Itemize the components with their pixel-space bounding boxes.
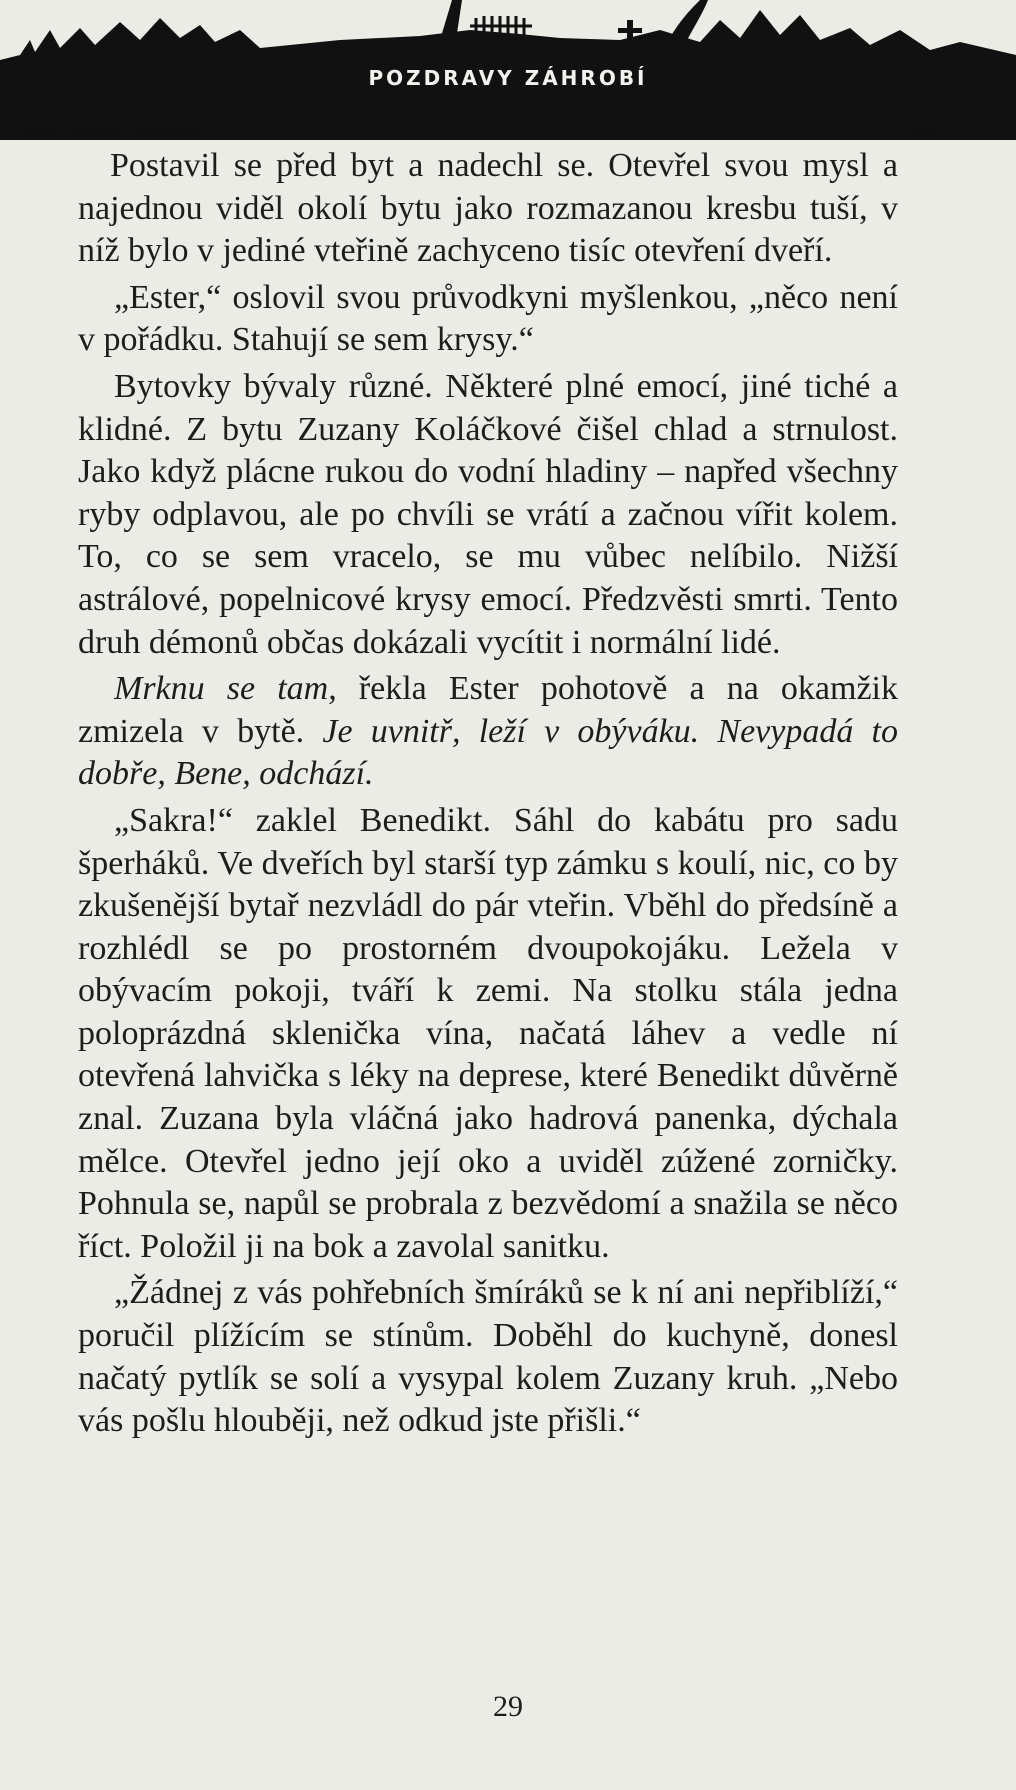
body-text [78, 145, 898, 1447]
paragraph-4 [78, 668, 898, 796]
running-head-title: POZDRAVY ZÁHROBÍ [368, 66, 648, 90]
telepathic-speech-2: Je uvnitř, leží v obýváku. Nevypadá to dobře, Bene, odchází. [78, 712, 898, 793]
chapter-header [0, 0, 1016, 140]
paragraph-1: Postavil se před byt a nadechl se. Otevřel svou mysl a najednou viděl okolí bytu jako rozmazanou kresbu tuší, v níž bylo v jediné vteřině zachyceno tisíc otevření dveří. [78, 147, 898, 270]
paragraph-6: „Žádnej z vás pohřebních šmíráků se k ní ani nepřiblíží,“ poručil plížícím se stínům. Doběhl do kuchyně, donesl načatý pytlík se solí a vysypal kolem Zuzany kruh. „Nebo vás pošlu hlouběji, než odkud jste přišli.“ [78, 1274, 898, 1440]
paragraph-5: „Sakra!“ zaklel Benedikt. Sáhl do kabátu pro sadu šperháků. Ve dveřích byl starší typ zámku s koulí, nic, co by zkušenější bytař nezvládl do pár vteřin. Vběhl do předsíně a rozhlédl se po prostorném dvoupokojáku. Ležela v obývacím pokoji, tváří k zemi. Na stolku stála jedna poloprázdná sklenička vína, načatá láhev a vedle ní otevřená lahvička s léky na deprese, které Benedikt důvěrně znal. Zuzana byla vláčná jako hadrová panenka, dýchala mělce. Otevřel jedno její oko a uviděl zúžené zorničky. Pohnula se, napůl se probrala z bezvědomí a snažila se něco říct. Položil ji na bok a zavolal sanitku. [78, 801, 898, 1265]
paragraph-2: „Ester,“ oslovil svou průvodkyni myšlenkou, „něco není v pořádku. Stahují se sem krysy.“ [78, 278, 898, 359]
paragraph-4-text: řekla Ester pohotově a na okamžik zmizela v bytě. [78, 670, 898, 750]
paragraph-3: Bytovky bývaly různé. Některé plné emocí, jiné tiché a klidné. Z bytu Zuzany Koláčkové čišel chlad a strnulost. Jako když plácne rukou do vodní hladiny – napřed všechny ryby odplavou, ale po chvíli se vrátí a začnou vířit kolem. To, co se sem vracelo, se mu vůbec nelíbilo. Nižší astrálové, popelnicové krysy emocí. Předzvěsti smrti. Tento druh démonů občas dokázali vycítit i normální lidé. [78, 367, 898, 661]
page-number: 29 [493, 1690, 523, 1723]
telepathic-speech-1: Mrknu se tam, [114, 670, 337, 708]
